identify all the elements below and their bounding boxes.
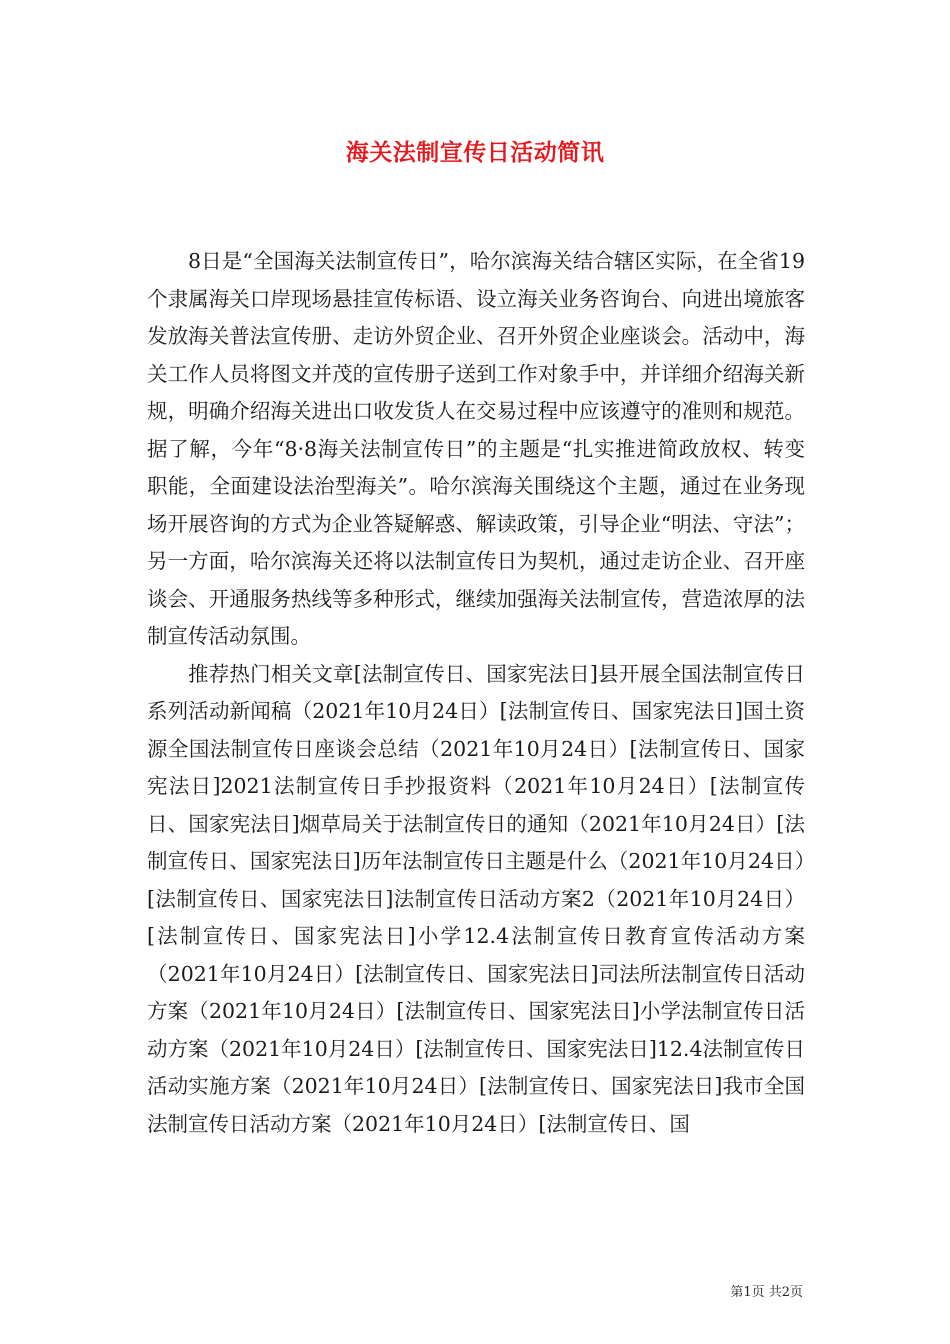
page-footer: 第1页 共2页 [730,1285,803,1300]
paragraph-related-articles: 推荐热门相关文章[法制宣传日、国家宪法日]县开展全国法制宣传日系列活动新闻稿（2021年10月24日）[法制宣传日、国家宪法日]国土资源全国法制宣传日座谈会总结（2021年10月24日）[法制宣传日、国家宪法日]2021法制宣传日手抄报资料（2021年10月24日）[法制宣传日、国家宪法日]烟草局关于法制宣传日的通知（2021年10月24日）[法制宣传日、国家宪法日]历年法制宣传日主题是什么（2021年10月24日）[法制宣传日、国家宪法日]法制宣传日活动方案2（2021年10月24日）[法制宣传日、国家宪法日]小学12.4法制宣传日教育宣传活动方案（2021年10月24日）[法制宣传日、国家宪法日]司法所法制宣传日活动方案（2021年10月24日）[法制宣传日、国家宪法日]小学法制宣传日活动方案（2021年10月24日）[法制宣传日、国家宪法日]12.4法制宣传日活动实施方案（2021年10月24日）[法制宣传日、国家宪法日]我市全国法制宣传日活动方案（2021年10月24日）[法制宣传日、国 [147,661,805,1136]
document-body [147,243,805,1143]
document-title: 海关法制宣传日活动简讯 [345,139,605,166]
paragraph-news: 8日是“全国海关法制宣传日”，哈尔滨海关结合辖区实际，在全省19个隶属海关口岸现场悬挂宣传标语、设立海关业务咨询台、向进出境旅客发放海关普法宣传册、走访外贸企业、召开外贸企业座谈会。活动中，海关工作人员将图文并茂的宣传册子送到工作对象手中，并详细介绍海关新规，明确介绍海关进出口收发货人在交易过程中应该遵守的准则和规范。据了解，今年“8·8海关法制宣传日”的主题是“扎实推进简政放权、转变职能，全面建设法治型海关”。哈尔滨海关围绕这个主题，通过在业务现场开展咨询的方式为企业答疑解惑、解读政策，引导企业“明法、守法”；另一方面，哈尔滨海关还将以法制宣传日为契机，通过走访企业、召开座谈会、开通服务热线等多种形式，继续加强海关法制宣传，营造浓厚的法制宣传活动氛围。 [147,249,805,648]
